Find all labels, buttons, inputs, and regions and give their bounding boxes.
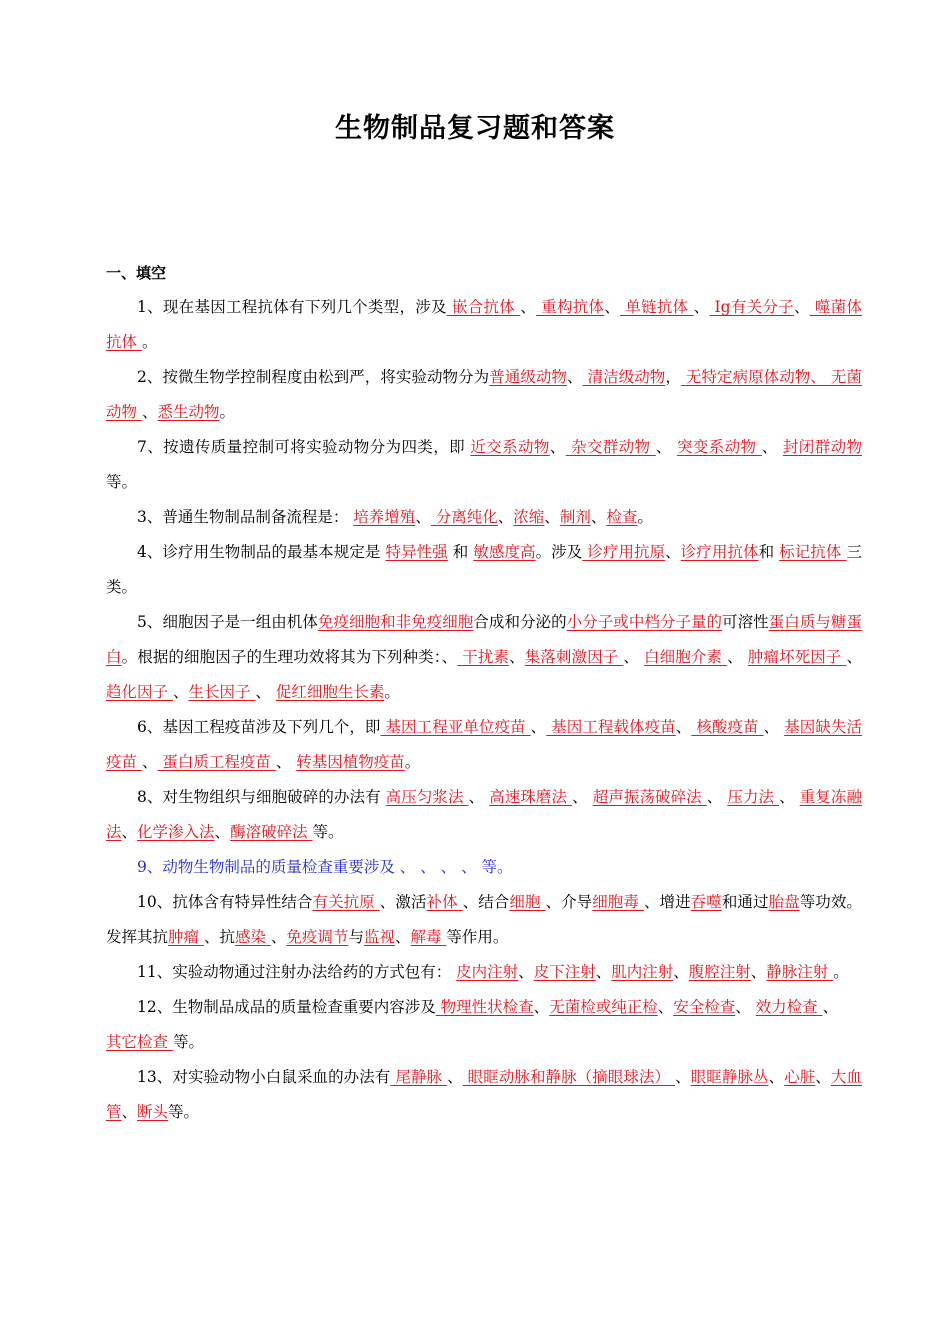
- answer-text: 无菌动物: [106, 368, 862, 421]
- answer-text: 压力法: [727, 788, 780, 806]
- question-text: 6、基因工程疫苗涉及下列几个，即: [137, 718, 381, 736]
- question-text: 、: [572, 788, 593, 806]
- question-text: 、: [255, 683, 276, 701]
- answer-text: 细胞毒: [592, 893, 644, 911]
- question-text: 、: [415, 508, 431, 526]
- question-text: 、: [793, 298, 810, 316]
- question-text: 1、现在基因工程抗体有下列几个类型，涉及: [137, 298, 447, 316]
- question-text: 。: [833, 963, 849, 981]
- answer-text: 监视: [363, 928, 395, 946]
- question-text: 、: [673, 963, 689, 981]
- question-text: 、: [761, 438, 783, 456]
- question-text: 等。: [312, 823, 344, 841]
- question-text: 、: [604, 298, 621, 316]
- question-text: 等。: [168, 1103, 200, 1121]
- question-text: 。: [637, 508, 653, 526]
- question-text: 、: [468, 788, 490, 806]
- question-text: 、: [121, 823, 138, 841]
- question-text: 、: [655, 438, 677, 456]
- answer-text: 胎盘: [768, 893, 800, 911]
- answer-text: 蛋白质工程疫苗: [157, 753, 276, 771]
- question-text: 、: [675, 1068, 691, 1086]
- question-paragraph: [106, 290, 862, 360]
- question-text: 8、对生物组织与细胞破碎的办法有: [137, 788, 386, 806]
- answer-text: 免疫细胞和非免疫细胞: [317, 613, 474, 631]
- answer-text: 安全检查: [673, 998, 736, 1016]
- answer-text: 其它检查: [106, 1033, 173, 1051]
- question-paragraph: [106, 605, 862, 710]
- question-paragraph: [106, 360, 862, 430]
- question-text: 等。: [172, 1033, 204, 1051]
- answer-text: 基因缺失活疫苗: [106, 718, 862, 771]
- answer-text: 断头: [137, 1103, 169, 1121]
- question-text: 、: [214, 823, 231, 841]
- answer-text: 大血管: [106, 1068, 862, 1121]
- question-text: 、: [275, 753, 297, 771]
- answer-text: 分离纯化: [430, 508, 498, 526]
- answer-text: 眼眶静脉丛: [690, 1068, 769, 1086]
- question-text: 2、按微生物学控制程度由松到严，将实验动物分为: [137, 368, 490, 386]
- question-text: ，: [665, 368, 681, 386]
- question-text: 、: [657, 998, 674, 1016]
- question-text: 、: [822, 998, 839, 1016]
- question-text: 、: [763, 718, 785, 736]
- question-text: 。: [384, 683, 400, 701]
- question-text: 12、生物制品成品的质量检查重要内容涉及: [137, 998, 436, 1016]
- answer-text: 培养增殖: [353, 508, 416, 526]
- question-paragraph: [106, 500, 862, 535]
- answer-text: 小分子或中档分子量的: [566, 613, 723, 631]
- answer-text: 封闭群动物: [782, 438, 862, 456]
- answer-text: 肌内注射: [611, 963, 674, 981]
- answer-text: 高压匀浆法: [385, 788, 469, 806]
- answer-text: 生长因子: [188, 683, 256, 701]
- answer-text: 尾静脉: [390, 1068, 448, 1086]
- question-paragraph: [106, 780, 862, 850]
- answer-text: 物理性状检查: [435, 998, 534, 1016]
- question-text: 等作用。: [446, 928, 509, 946]
- answer-text: 促红细胞生长素: [275, 683, 385, 701]
- question-text: 5、细胞因子是一组由机体: [137, 613, 318, 631]
- question-paragraph: [106, 535, 862, 605]
- question-text: 、: [447, 1068, 463, 1086]
- question-text: 、: [623, 648, 645, 666]
- answer-text: 眼眶动脉和静脉（摘眼球法）: [462, 1068, 676, 1086]
- answer-text: 感染: [234, 928, 271, 946]
- answer-text: 细胞: [509, 893, 546, 911]
- question-text: 、: [533, 998, 550, 1016]
- question-list: [106, 290, 862, 1130]
- question-text: 。: [141, 333, 158, 351]
- answer-text: 干扰素: [457, 648, 510, 666]
- question-text: 。: [404, 753, 421, 771]
- answer-text: 敏感度高: [473, 543, 536, 561]
- answer-text: 补体: [426, 893, 463, 911]
- answer-text: 肿瘤: [168, 928, 204, 946]
- answer-text: 集落刺激因子: [524, 648, 624, 666]
- question-text: 与: [348, 928, 364, 946]
- answer-text: 趋化因子: [106, 683, 173, 701]
- answer-text: 无特定病原体动物、: [680, 368, 831, 386]
- question-text: 、: [270, 928, 287, 946]
- question-paragraph: [106, 850, 862, 885]
- question-text: 合成和分泌的: [473, 613, 567, 631]
- question-text: 13、对实验动物小白鼠采血的办法有: [137, 1068, 391, 1086]
- page-title: 生物制品复习题和答案: [335, 113, 615, 144]
- question-text: 、: [518, 963, 534, 981]
- question-text: 、: [520, 298, 537, 316]
- answer-text: 重构抗体: [536, 298, 605, 316]
- answer-text: 有关抗原: [312, 893, 380, 911]
- question-text: 、: [172, 683, 189, 701]
- question-text: 三类。: [106, 543, 862, 596]
- answer-text: 基因工程亚单位疫苗: [380, 718, 531, 736]
- answer-text: 核酸疫苗: [691, 718, 764, 736]
- question-paragraph: [106, 955, 862, 990]
- question-text: 4、诊疗用生物制品的最基本规定是: [137, 543, 386, 561]
- question-text: 、: [768, 1068, 785, 1086]
- answer-text: 重复冻融法: [106, 788, 862, 841]
- answer-text: 皮内注射: [456, 963, 519, 981]
- answer-text: 免疫调节: [286, 928, 349, 946]
- answer-text: 高速珠磨法: [489, 788, 573, 806]
- answer-text: 浓缩: [513, 508, 545, 526]
- question-text: 、: [779, 788, 800, 806]
- question-text: 、: [394, 928, 411, 946]
- answer-text: 制剂: [559, 508, 591, 526]
- question-text: 、结合: [462, 893, 510, 911]
- answer-text: 心脏: [784, 1068, 816, 1086]
- question-text: 、增进: [643, 893, 691, 911]
- answer-text: 效力检查: [755, 998, 823, 1016]
- answer-text: 标记抗体: [779, 543, 847, 561]
- answer-text: 杂交群动物: [565, 438, 656, 456]
- question-text: 、: [727, 648, 748, 666]
- answer-text: 悉生动物: [157, 403, 220, 421]
- question-text: 可溶性: [722, 613, 769, 631]
- question-text: 、: [497, 508, 514, 526]
- question-paragraph: [106, 1060, 862, 1130]
- question-text: 。: [219, 403, 235, 421]
- question-text: 、: [665, 543, 681, 561]
- question-text: 等功效。发挥其抗: [106, 893, 862, 946]
- question-text: 、: [121, 1103, 138, 1121]
- answer-text: 检查: [606, 508, 638, 526]
- question-text: 和: [447, 543, 474, 561]
- question-paragraph: [106, 885, 862, 955]
- question-text: 、: [509, 648, 525, 666]
- question-text: 、: [735, 998, 756, 1016]
- question-text: 和通过: [721, 893, 769, 911]
- question-text: 等。: [106, 473, 138, 491]
- question-text: 、: [544, 508, 560, 526]
- question-text: 、激活: [379, 893, 427, 911]
- answer-text: 腹腔注射: [688, 963, 751, 981]
- question-text: 、抗: [203, 928, 235, 946]
- answer-text: 特异性强: [385, 543, 448, 561]
- question-text: 、介导: [545, 893, 593, 911]
- answer-text: 肿瘤坏死因子: [747, 648, 847, 666]
- answer-text: 酶溶破碎法: [230, 823, 313, 841]
- question-text: 和: [758, 543, 780, 561]
- question-text: 、: [530, 718, 547, 736]
- answer-text: 超声振荡破碎法: [592, 788, 707, 806]
- answer-text: 吞噬: [690, 893, 722, 911]
- answer-text: 单链抗体: [620, 298, 694, 316]
- question-text: 、: [141, 753, 158, 771]
- question-text: 。根据的细胞因子的生理功效将其为下列种类：、: [121, 648, 458, 666]
- answer-text: 近交系动物: [470, 438, 550, 456]
- question-text: 。涉及: [535, 543, 583, 561]
- question-text: 、: [141, 403, 158, 421]
- answer-text: 解毒: [410, 928, 447, 946]
- question-text: 3、普通生物制品制备流程是：: [137, 508, 354, 526]
- question-text: 7、按遗传质量控制可将实验动物分为四类，即: [137, 438, 471, 456]
- question-text: 、: [590, 508, 607, 526]
- answer-text: 皮下注射: [533, 963, 596, 981]
- answer-text: 基因工程载体疫苗: [546, 718, 676, 736]
- question-text: 、: [846, 648, 862, 666]
- question-text: 、: [675, 718, 692, 736]
- question-text: 9、动物生物制品的质量检查重要涉及 、 、 、 、 等。: [137, 858, 513, 876]
- question-text: 、: [815, 1068, 831, 1086]
- question-paragraph: [106, 1025, 862, 1060]
- answer-text: Ig有关分子: [709, 298, 794, 316]
- question-paragraph: [106, 710, 862, 780]
- answer-text: 无菌检或纯正检: [549, 998, 658, 1016]
- answer-text: 突变系动物: [676, 438, 762, 456]
- question-paragraph: [106, 990, 862, 1025]
- answer-text: 化学渗入法: [137, 823, 215, 841]
- question-text: 、: [706, 788, 728, 806]
- answer-text: 噬菌体抗体: [106, 298, 862, 351]
- question-text: 、: [567, 368, 583, 386]
- answer-text: 嵌合抗体: [446, 298, 521, 316]
- answer-text: 转基因植物疫苗: [296, 753, 405, 771]
- answer-text: 普通级动物: [489, 368, 567, 386]
- section-heading: 一、填空: [106, 264, 167, 282]
- question-text: 、: [693, 298, 710, 316]
- answer-text: 清洁级动物: [582, 368, 666, 386]
- question-text: 、: [549, 438, 566, 456]
- question-text: 、: [750, 963, 767, 981]
- answer-text: 诊疗用抗原: [582, 543, 666, 561]
- answer-text: 静脉注射: [766, 963, 834, 981]
- answer-text: 诊疗用抗体: [680, 543, 759, 561]
- question-text: 10、抗体含有特异性结合: [137, 893, 313, 911]
- question-text: 11、实验动物通过注射办法给药的方式包有：: [137, 963, 457, 981]
- answer-text: 白细胞介素: [644, 648, 728, 666]
- question-text: 、: [595, 963, 612, 981]
- question-paragraph: [106, 430, 862, 500]
- answer-text: 蛋白质与糖蛋白: [106, 613, 862, 666]
